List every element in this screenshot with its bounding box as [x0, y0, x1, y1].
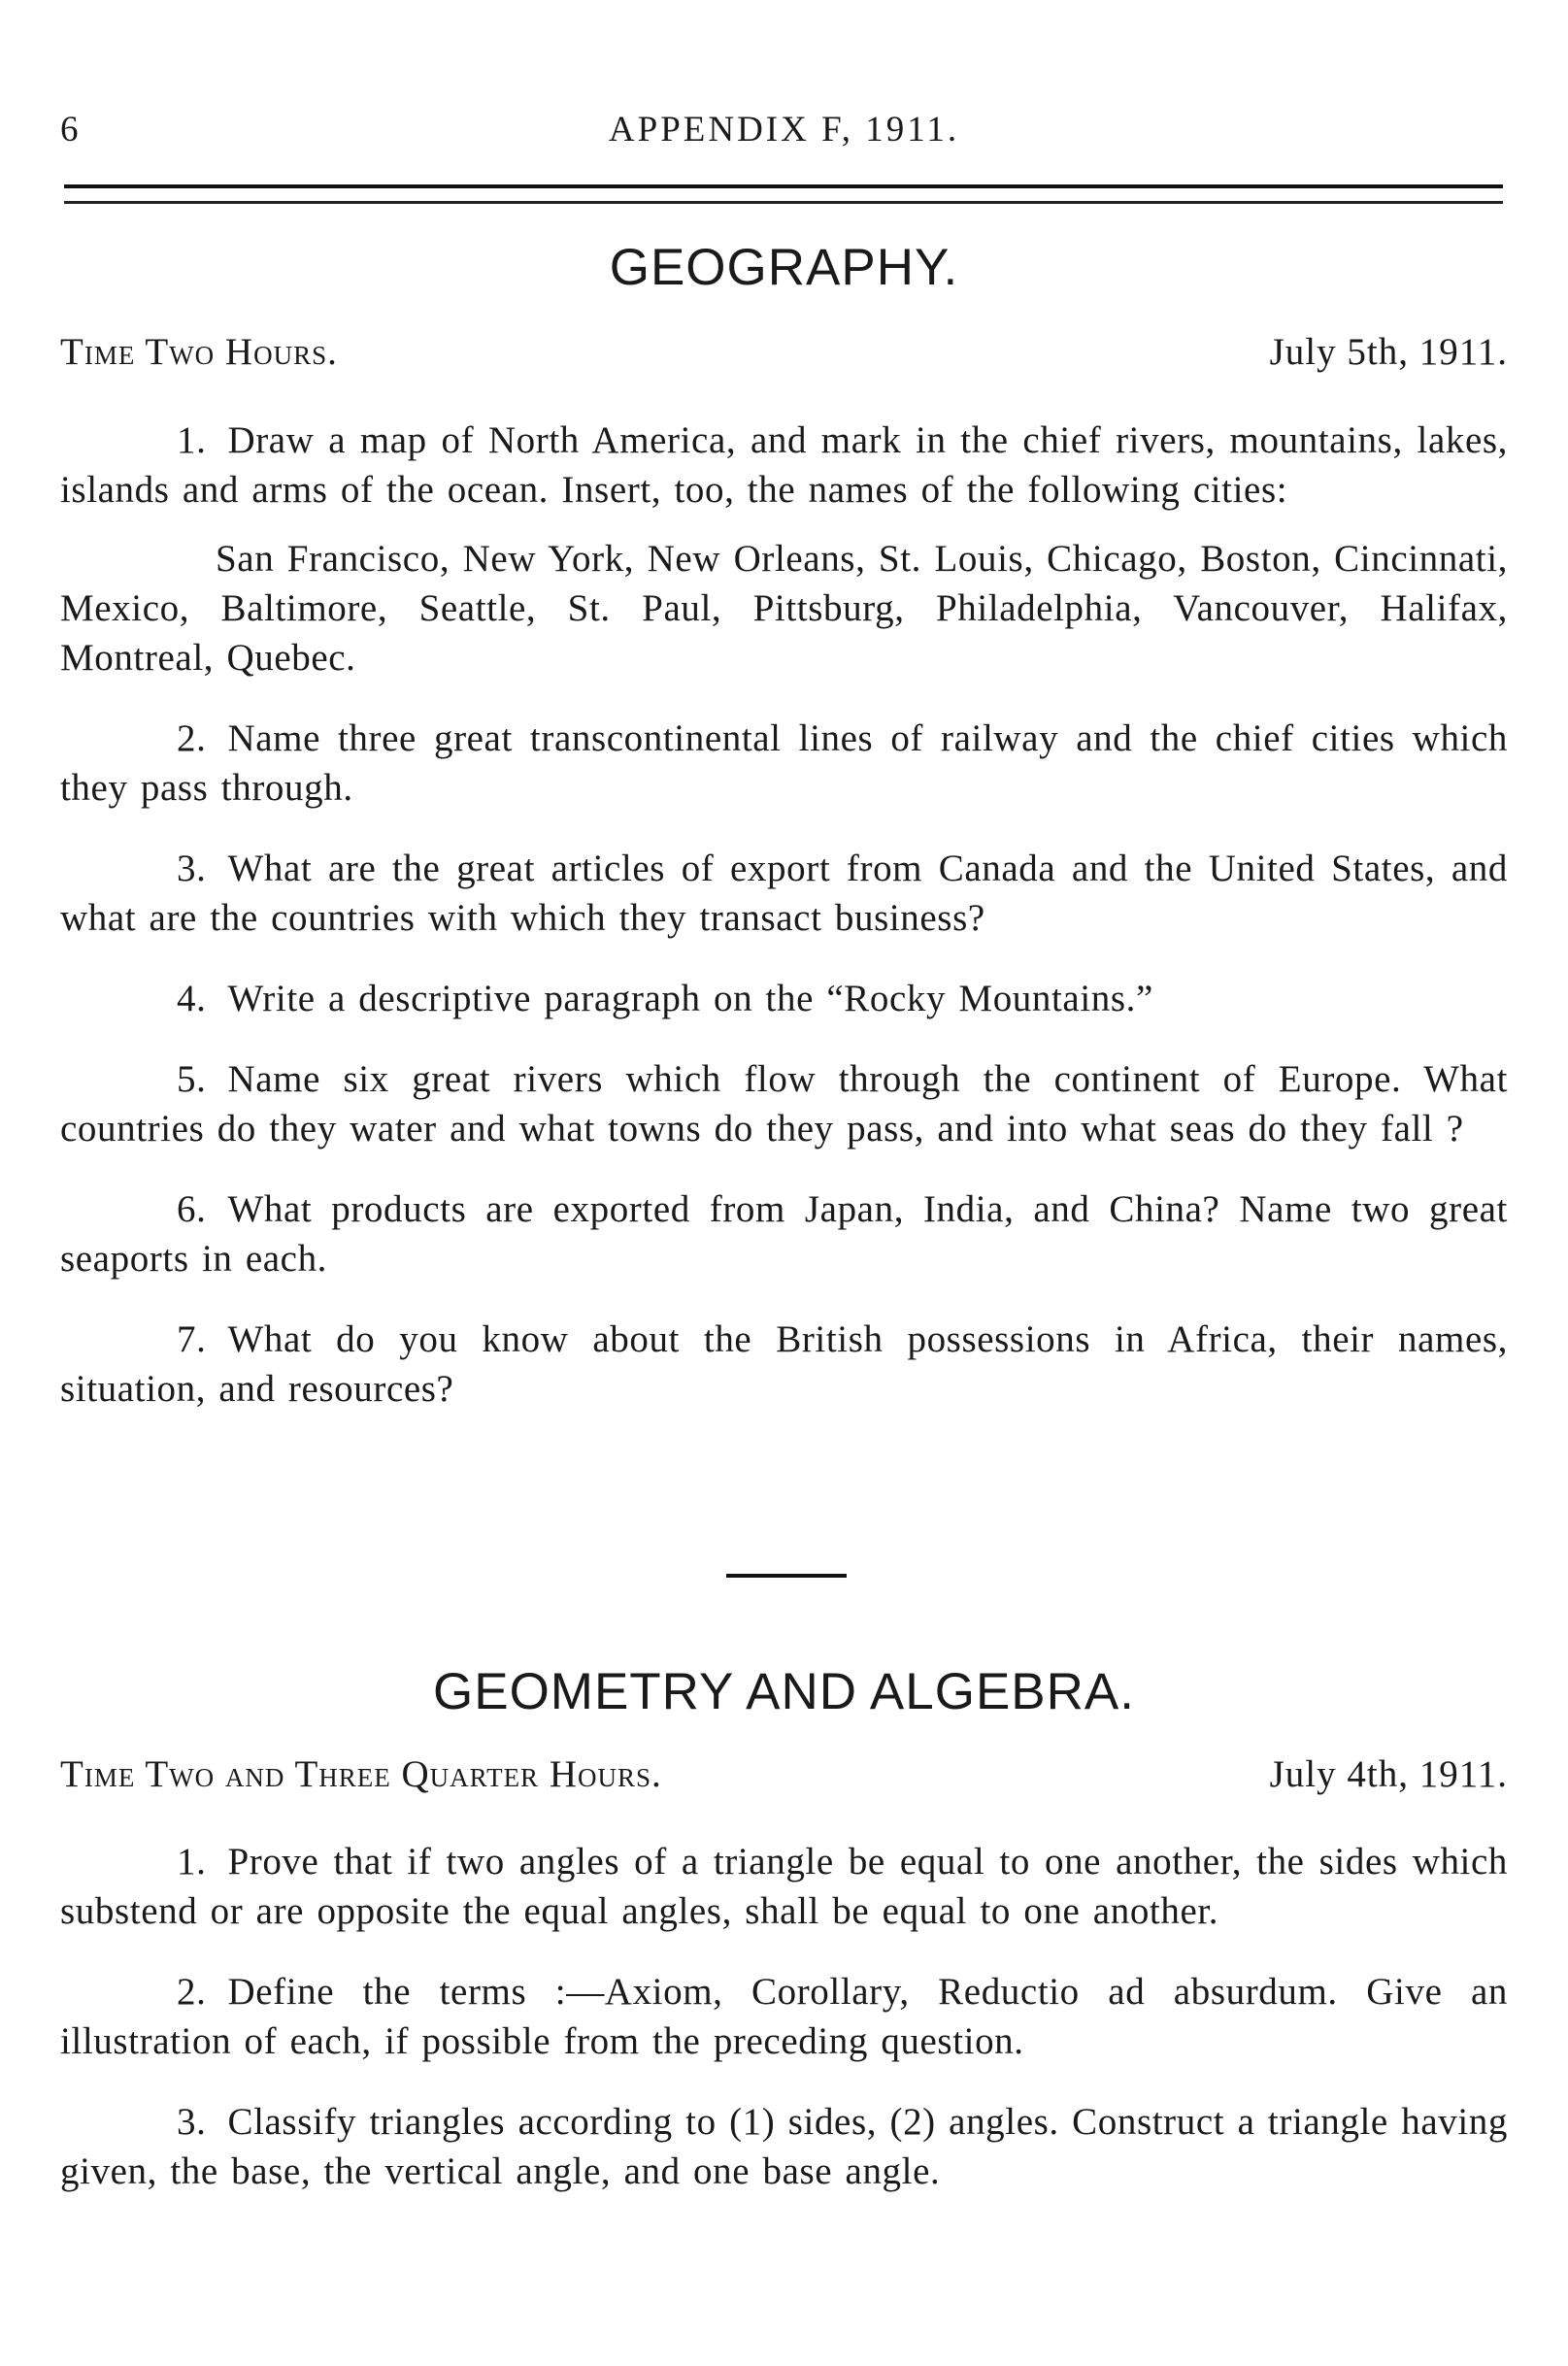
running-title: APPENDIX F, 1911. [608, 110, 960, 150]
question-item [60, 844, 1508, 943]
question-item [60, 1837, 1508, 1936]
question-text: What products are exported from Japan, India, and China? Name two great seaports in each. [60, 1188, 1508, 1280]
question-item [60, 1184, 1508, 1283]
section-meta-geography [60, 330, 1508, 384]
question-text: Name six great rivers which flow through the continent of Europe. What countries do they water and what towns do they pass, and into what seas do they fall ? [60, 1058, 1508, 1150]
section-meta-geometry-algebra [60, 1752, 1508, 1807]
exam-duration: Time Two Hours. [60, 331, 338, 373]
question-number: 3. [177, 848, 207, 889]
question-text: Name three great transcontinental lines of railway and the chief cities which they pass through. [60, 717, 1508, 809]
question-number: 4. [177, 978, 207, 1019]
question-item [60, 714, 1508, 813]
question-number: 1. [177, 1841, 207, 1883]
page-number: 6 [60, 110, 82, 150]
question-number: 6. [177, 1188, 207, 1230]
city-list: San Francisco, New York, New Orleans, St. Louis, Chicago, Boston, Cincinnati, Mexico, Baltimore, Seattle, St. Paul, Pittsburg, Philadelphia, Vancouver, Halifax, Montreal, Quebec. [60, 538, 1508, 679]
question-list-geometry-algebra [60, 1837, 1508, 2227]
question-number: 5. [177, 1058, 207, 1100]
exam-date: July 4th, 1911. [1269, 1753, 1508, 1795]
section-title-geography: GEOGRAPHY. [609, 239, 959, 296]
section-title-geometry-algebra: GEOMETRY AND ALGEBRA. [433, 1663, 1135, 1720]
header-double-rule [64, 184, 1503, 204]
question-item [60, 974, 1508, 1023]
question-text: Define the terms :—Axiom, Corollary, Reductio ad absurdum. Give an illustration of each, if possible from the preceding question. [60, 1971, 1508, 2062]
question-item [60, 416, 1508, 515]
question-item [60, 1054, 1508, 1153]
exam-duration: Time Two and Three Quarter Hours. [60, 1753, 662, 1795]
question-text: Write a descriptive paragraph on the “Rocky Mountains.” [227, 978, 1153, 1019]
section-separator [726, 1574, 847, 1578]
question-list-geography [60, 416, 1508, 1445]
question-number: 1. [177, 419, 207, 461]
question-text: Draw a map of North America, and mark in the chief rivers, mountains, lakes, islands and arms of the ocean. Insert, too, the names of the following cities: [60, 419, 1508, 511]
question-text: What are the great articles of export from Canada and the United States, and what are the countries with which they transact business? [60, 848, 1508, 939]
running-header [60, 109, 1508, 167]
question-number: 2. [177, 1971, 207, 2013]
question-number: 3. [177, 2101, 207, 2143]
exam-date: July 5th, 1911. [1269, 331, 1508, 373]
question-number: 2. [177, 717, 207, 759]
question-text: What do you know about the British possessions in Africa, their names, situation, and resources? [60, 1318, 1508, 1410]
question-text: Prove that if two angles of a triangle be equal to one another, the sides which substend or are opposite the equal angles, shall be equal to one another. [60, 1841, 1508, 1932]
question-item [60, 2097, 1508, 2196]
question-text: Classify triangles according to (1) sides, (2) angles. Construct a triangle having given, the base, the vertical angle, and one base angle. [60, 2101, 1508, 2192]
question-item [60, 1967, 1508, 2066]
question-item [60, 1315, 1508, 1414]
question-number: 7. [177, 1318, 207, 1360]
